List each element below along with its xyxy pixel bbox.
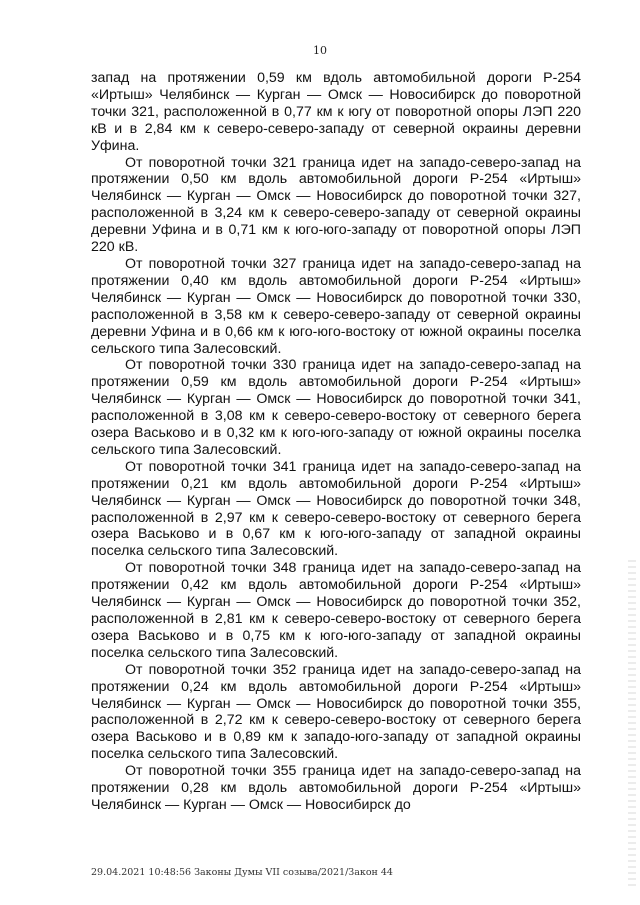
paragraph-point-341: От поворотной точки 341 граница идет на западо-северо-запад на протяжении 0,21 км вдоль автомобильной дороги Р-254 «Иртыш» Челябинск — Курган — Омск — Новосибирск до поворотной точки 348, расположенной в 2,97 км к северо-северо-востоку от северного берега озера Васьково и в 0,67 км к юго-юго-западу от западной окраины поселка сельского типа Залесовский. xyxy=(91,458,581,560)
margin-stamp-mark xyxy=(628,560,636,890)
paragraph-point-355: От поворотной точки 355 граница идет на западо-северо-запад на протяжении 0,28 км вдоль автомобильной дороги Р-254 «Иртыш» Челябинск — Курган — Омск — Новосибирск до xyxy=(91,763,581,813)
paragraph-continuation: запад на протяжении 0,59 км вдоль автомобильной дороги Р-254 «Иртыш» Челябинск — Курган — Омск — Новосибирск до поворотной точки 321, расположенной в 0,77 км к югу от поворотной опоры ЛЭП 220 кВ и в 2,84 км к северо-северо-западу от северной окраины деревни Уфина. xyxy=(91,70,581,154)
paragraph-point-327: От поворотной точки 327 граница идет на западо-северо-запад на протяжении 0,40 км вдоль автомобильной дороги Р-254 «Иртыш» Челябинск — Курган — Омск — Новосибирск до поворотной точки 330, расположенной в 3,58 км к северо-северо-западу от северной окраины деревни Уфина и в 0,66 км к юго-юго-востоку от южной окраины поселка сельского типа Залесовский. xyxy=(91,255,581,357)
document-body xyxy=(91,70,581,814)
page-number: 10 xyxy=(313,44,327,57)
paragraph-point-321: От поворотной точки 321 граница идет на западо-северо-запад на протяжении 0,50 км вдоль автомобильной дороги Р-254 «Иртыш» Челябинск — Курган — Омск — Новосибирск до поворотной точки 327, расположенной в 3,24 км к северо-северо-западу от северной окраины деревни Уфина и в 0,71 км к юго-юго-западу от поворотной опоры ЛЭП 220 кВ. xyxy=(91,154,581,256)
footer-metadata: 29.04.2021 10:48:56 Законы Думы VII созыва/2021/Закон 44 xyxy=(91,867,393,878)
paragraph-point-330: От поворотной точки 330 граница идет на западо-северо-запад на протяжении 0,59 км вдоль автомобильной дороги Р-254 «Иртыш» Челябинск — Курган — Омск — Новосибирск до поворотной точки 341, расположенной в 3,08 км к северо-северо-востоку от северного берега озера Васьково и в 0,32 км к юго-юго-западу от южной окраины поселка сельского типа Залесовский. xyxy=(91,357,581,458)
paragraph-point-348: От поворотной точки 348 граница идет на западо-северо-запад на протяжении 0,42 км вдоль автомобильной дороги Р-254 «Иртыш» Челябинск — Курган — Омск — Новосибирск до поворотной точки 352, расположенной в 2,81 км к северо-северо-востоку от северного берега озера Васьково и в 0,75 км к юго-юго-западу от западной окраины поселка сельского типа Залесовский. xyxy=(91,560,581,661)
paragraph-point-352: От поворотной точки 352 граница идет на западо-северо-запад на протяжении 0,24 км вдоль автомобильной дороги Р-254 «Иртыш» Челябинск — Курган — Омск — Новосибирск до поворотной точки 355, расположенной в 2,72 км к северо-северо-востоку от северного берега озера Васьково и в 0,89 км к западо-юго-западу от западной окраины поселка сельского типа Залесовский. xyxy=(91,661,581,763)
